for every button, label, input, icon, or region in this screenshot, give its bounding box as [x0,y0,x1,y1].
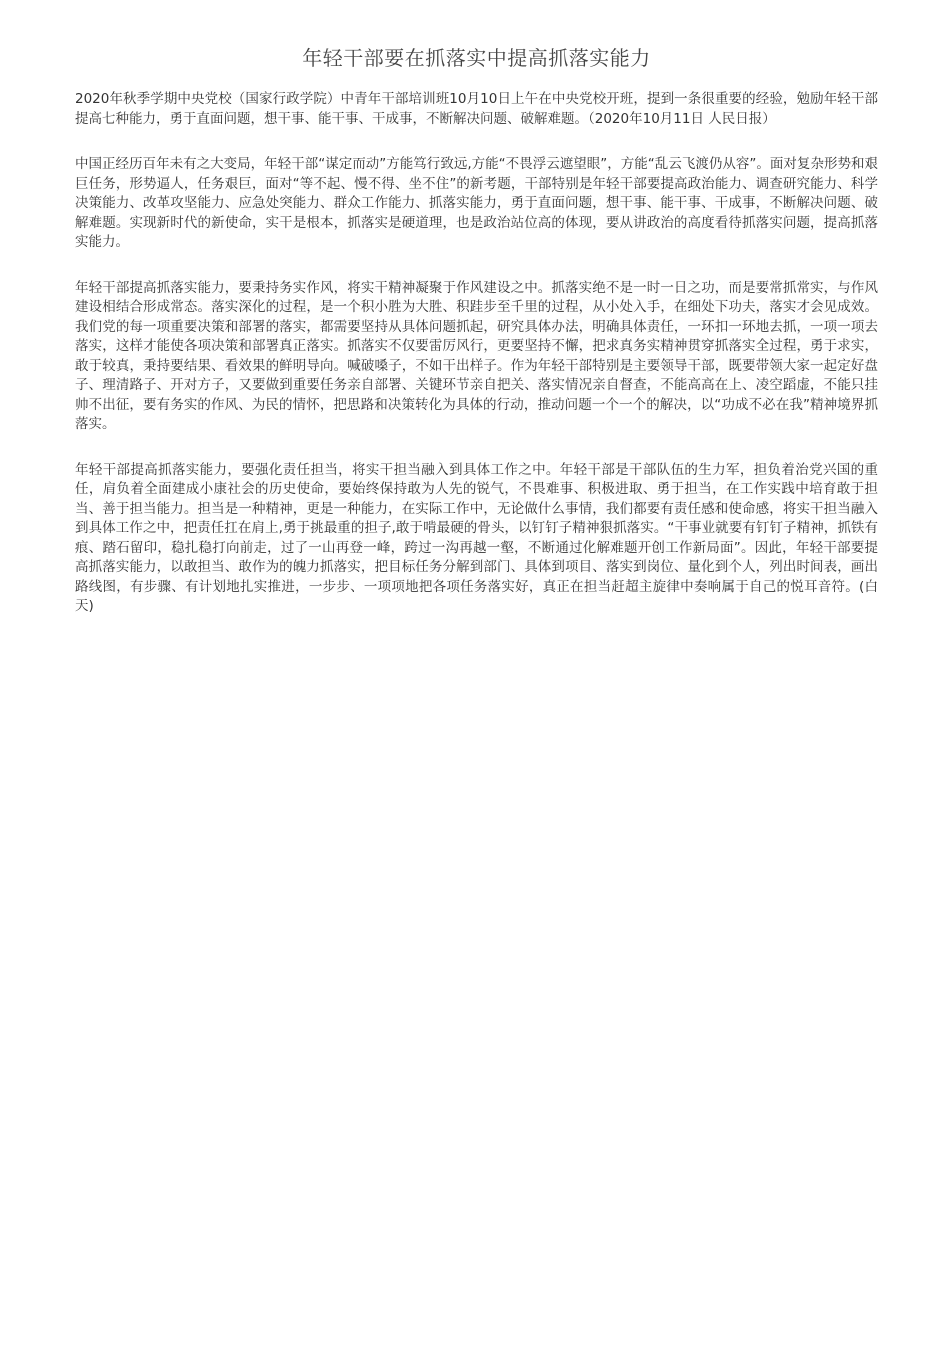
document-title: 年轻干部要在抓落实中提高抓落实能力 [302,46,651,70]
paragraph-intro: 2020年秋季学期中央党校（国家行政学院）中青年干部培训班10月10日上午在中央党校开班，提到一条很重要的经验，勉励年轻干部提高七种能力，勇于直面问题，想干事、能干事、干成事，不断解决问题、破解难题。（2020年10月11日 人民日报） [75,91,878,127]
paragraph-body-2: 年轻干部提高抓落实能力，要秉持务实作风，将实干精神凝聚于作风建设之中。抓落实绝不是一时一日之功，而是要常抓常实，与作风建设相结合形成常态。落实深化的过程，是一个积小胜为大胜、积跬步至千里的过程，从小处入手，在细处下功夫，落实才会见成效。我们党的每一项重要决策和部署的落实，都需要坚持从具体问题抓起，研究具体办法，明确具体责任，一环扣一环地去抓，一项一项去落实，这样才能使各项决策和部署真正落实。抓落实不仅要雷厉风行，更要坚持不懈，把求真务实精神贯穿抓落实全过程，勇于求实，敢于较真，秉持要结果、看效果的鲜明导向。喊破嗓子，不如干出样子。作为年轻干部特别是主要领导干部，既要带领大家一起定好盘子、理清路子、开对方子，又要做到重要任务亲自部署、关键环节亲自把关、落实情况亲自督查，不能高高在上、凌空蹈虚，不能只挂帅不出征，要有务实的作风、为民的情怀，把思路和决策转化为具体的行动，推动问题一个一个的解决，以“功成不必在我”精神境界抓落实。 [75,279,878,432]
paragraph-body-1: 中国正经历百年未有之大变局，年轻干部“谋定而动”方能笃行致远,方能“不畏浮云遮望眼”，方能“乱云飞渡仍从容”。面对复杂形势和艰巨任务，形势逼人，任务艰巨，面对“等不起、慢不得、坐不住”的新考题，干部特别是年轻干部要提高政治能力、调查研究能力、科学决策能力、改革攻坚能力、应急处突能力、群众工作能力、抓落实能力，勇于直面问题，想干事、能干事、干成事，不断解决问题、破解难题。实现新时代的新使命，实干是根本，抓落实是硬道理，也是政治站位高的体现，要从讲政治的高度看待抓落实问题，提高抓落实能力。 [75,156,878,250]
paragraph-body-3: 年轻干部提高抓落实能力，要强化责任担当，将实干担当融入到具体工作之中。年轻干部是干部队伍的生力军，担负着治党兴国的重任，肩负着全面建成小康社会的历史使命，要始终保持敢为人先的锐气，不畏难事、积极进取、勇于担当，在工作实践中培育敢于担当、善于担当能力。担当是一种精神，更是一种能力，在实际工作中，无论做什么事情，我们都要有责任感和使命感，将实干担当融入到具体工作之中，把责任扛在肩上,勇于挑最重的担子,敢于啃最硬的骨头，以钉钉子精神狠抓落实。“干事业就要有钉钉子精神，抓铁有痕、踏石留印，稳扎稳打向前走，过了一山再登一峰，跨过一沟再越一壑，不断通过化解难题开创工作新局面”。因此，年轻干部要提高抓落实能力，以敢担当、敢作为的魄力抓落实，把目标任务分解到部门、具体到项目、落实到岗位、量化到个人，列出时间表，画出路线图，有步骤、有计划地扎实推进，一步步、一项项地把各项任务落实好，真正在担当赶超主旋律中奏响属于自己的悦耳音符。(白天) [75,461,878,614]
